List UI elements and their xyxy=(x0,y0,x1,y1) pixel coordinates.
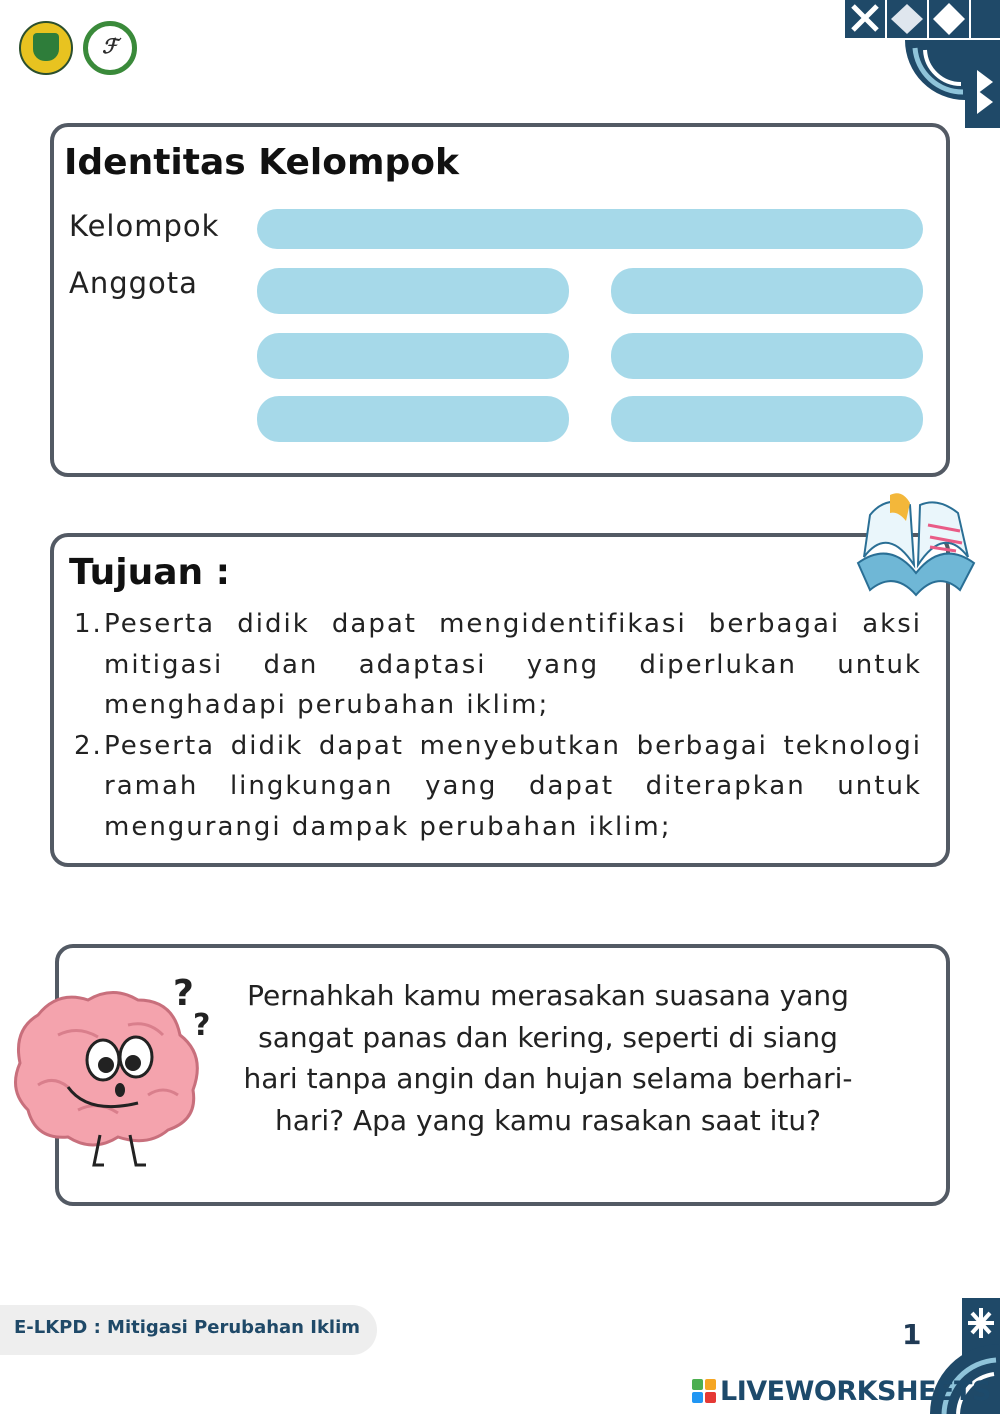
university-logo xyxy=(19,21,73,75)
member-field-6[interactable] xyxy=(611,396,923,442)
footer-title-pill xyxy=(0,1305,377,1355)
liveworksheets-brand[interactable] xyxy=(692,1373,991,1409)
open-book-icon xyxy=(850,485,980,600)
goal-number: 2. xyxy=(74,730,103,761)
svg-text:?: ? xyxy=(193,1008,211,1043)
goals-title: Tujuan : xyxy=(69,552,231,593)
members-label: Anggota xyxy=(69,266,198,300)
svg-text:?: ? xyxy=(173,975,194,1014)
university-emblem-icon xyxy=(33,33,59,61)
member-field-2[interactable] xyxy=(611,268,923,314)
faculty-logo xyxy=(83,21,137,75)
member-field-5[interactable] xyxy=(257,396,569,442)
goals-list xyxy=(74,604,922,847)
confused-brain-icon xyxy=(8,975,218,1175)
goal-text: Peserta didik dapat mengidentifikasi berbagai aksi mitigasi dan adaptasi yang diperlukan untuk menghadapi perubahan iklim; xyxy=(104,609,922,720)
footer-title: E-LKPD : Mitigasi Perubahan Iklim xyxy=(14,1317,361,1338)
goal-item xyxy=(74,604,922,726)
member-field-1[interactable] xyxy=(257,268,569,314)
member-field-4[interactable] xyxy=(611,333,923,379)
goal-item xyxy=(74,726,922,848)
group-label: Kelompok xyxy=(69,209,220,243)
liveworksheets-wordmark: LIVEWORKSHEETS xyxy=(720,1375,991,1407)
goal-number: 1. xyxy=(74,609,103,639)
page-number: 1 xyxy=(902,1318,922,1351)
faculty-logo-text: ℱ xyxy=(102,34,118,58)
member-field-3[interactable] xyxy=(257,333,569,379)
liveworksheets-logo-icon xyxy=(692,1379,716,1403)
identity-title: Identitas Kelompok xyxy=(64,142,459,183)
group-name-field[interactable] xyxy=(257,209,923,249)
question-text: Pernahkah kamu merasakan suasana yang sangat panas dan kering, seperti di siang hari tanpa angin dan hujan selama berhari-hari? Apa yang kamu rasakan saat itu? xyxy=(243,979,853,1137)
corner-pattern-icon xyxy=(845,0,1000,128)
goal-text: Peserta didik dapat menyebutkan berbagai teknologi ramah lingkungan yang dapat diterapkan untuk mengurangi dampak perubahan iklim; xyxy=(104,730,922,842)
